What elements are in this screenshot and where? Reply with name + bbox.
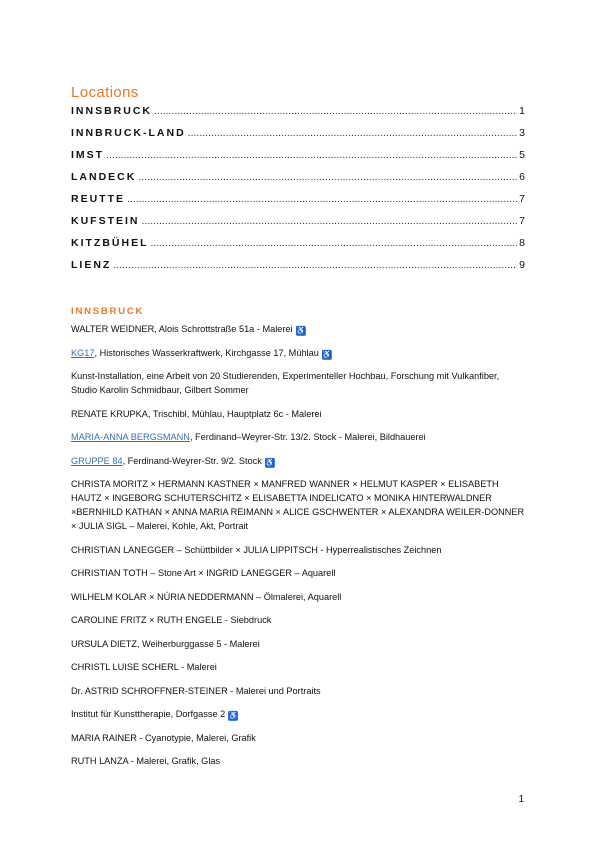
toc-label: IMST [71,149,105,161]
entry-text: Kunst-Installation, eine Arbeit von 20 Studierenden, Experimenteller Hochbau, Forschung mit Vulkanfiber, Studio Karolin Schmidbaur, Gilbert Sommer [71,371,500,395]
toc-label: KUFSTEIN [71,215,140,227]
toc-leader [106,147,517,163]
list-item [71,707,526,721]
entry-text: , Ferdinand-Weyrer-Str. 9/2. Stock [122,455,262,466]
page-number: 1 [518,794,524,805]
entry-text: , Historisches Wasserkraftwerk, Kirchgasse 17, Mühlau [94,347,319,358]
list-item [71,543,526,557]
toc-page: 1 [519,105,525,117]
entry-list [71,322,526,778]
toc-leader [127,191,517,207]
wheelchair-icon: ♿ [321,349,332,359]
entry-text: RENATE KRUPKA, Trischibl, Mühlau, Hauptplatz 6c - Malerei [71,408,322,419]
list-item [71,430,526,444]
toc-entry-innbruck-land[interactable] [71,125,525,147]
entry-link[interactable]: GRUPPE 84 [71,455,123,466]
toc-label: REUTTE [71,193,125,205]
entry-text: MARIA RAINER - Cyanotypie, Malerei, Grafik [71,732,256,743]
entry-text: Institut für Kunsttherapie, Dorfgasse 2 [71,709,226,719]
list-item [71,660,526,674]
list-item [71,322,526,336]
toc-leader [154,103,517,119]
toc-page: 7 [519,193,525,205]
entry-text: CHRISTA MORITZ × HERMANN KASTNER × MANFRED WANNER × HELMUT KASPER × ELISABETH HAUTZ × INGEBORG SCHUTERSCHITZ × ELISABETTA INDELICATO × MONIKA HINTERWALDNER ×BERNHILD KATHAN × ANNA MARIA REIMANN × ALICE GSCHWENTER × ALEXANDRA WEILER-DONNER × JULIA SIGL – Malerei, Kohle, Akt, Portrait [71,479,525,531]
toc-page: 9 [519,259,525,271]
entry-text: Dr. ASTRID SCHROFFNER-STEINER - Malerei und Portraits [71,685,321,696]
toc-leader [142,213,518,229]
entry-text: CAROLINE FRITZ × RUTH ENGELE - Siebdruck [71,615,272,625]
list-item [71,369,526,397]
toc-leader [151,235,518,251]
entry-text: CHRISTIAN LANEGGER – Schüttbilder × JULIA LIPPITSCH - Hyperrealistisches Zeichnen [71,544,442,555]
toc-leader [138,169,517,185]
list-item [71,346,526,360]
toc-entry-landeck[interactable] [71,169,525,191]
toc-label: KITZBÜHEL [71,237,149,249]
entry-text: CHRISTIAN TOTH – Stone Art × INGRID LANEGGER – Aquarell [71,568,336,578]
table-of-contents [71,103,525,279]
entry-text: CHRISTL LUISE SCHERL - Malerei [71,662,217,672]
toc-label: LIENZ [71,259,112,271]
list-item [71,731,526,745]
section-title: INNSBRUCK [71,306,145,317]
toc-label: INNBRUCK-LAND [71,127,186,139]
toc-page: 3 [519,127,525,139]
toc-entry-reutte[interactable] [71,191,525,213]
list-item [71,566,526,580]
toc-label: LANDECK [71,171,137,183]
list-item [71,613,526,627]
entry-link[interactable]: KG17 [71,347,95,358]
toc-page: 7 [519,215,525,227]
toc-page: 6 [519,171,525,183]
entry-text: WILHELM KOLAR × NÚRIA NEDDERMANN – Ölmalerei, Aquarell [71,591,342,602]
list-item [71,754,526,768]
toc-leader [188,125,518,141]
wheelchair-icon: ♿ [264,457,275,467]
toc-entry-lienz[interactable] [71,257,525,279]
list-item [71,407,526,421]
toc-entry-kitzbuehel[interactable] [71,235,525,257]
toc-label: INNSBRUCK [71,105,152,117]
entry-text: WALTER WEIDNER, Alois Schrottstraße 51a - Malerei [71,324,293,334]
list-item [71,454,526,468]
page-title: Locations [71,84,139,101]
entry-text: URSULA DIETZ, Weiherburggasse 5 - Malerei [71,638,260,649]
toc-entry-innsbruck[interactable] [71,103,525,125]
entry-text: , Ferdinand–Weyrer-Str. 13/2. Stock - Malerei, Bildhauerei [189,432,426,442]
wheelchair-icon: ♿ [228,711,239,720]
entry-link[interactable]: MARIA-ANNA BERGSMANN [71,432,190,442]
toc-entry-imst[interactable] [71,147,525,169]
wheelchair-icon: ♿ [295,326,306,335]
toc-entry-kufstein[interactable] [71,213,525,235]
toc-leader [113,257,517,273]
list-item [71,684,526,698]
list-item [71,590,526,604]
toc-page: 8 [519,237,525,249]
list-item [71,477,526,533]
toc-page: 5 [519,149,525,161]
list-item [71,637,526,651]
entry-text: RUTH LANZA - Malerei, Grafik, Glas [71,756,221,766]
